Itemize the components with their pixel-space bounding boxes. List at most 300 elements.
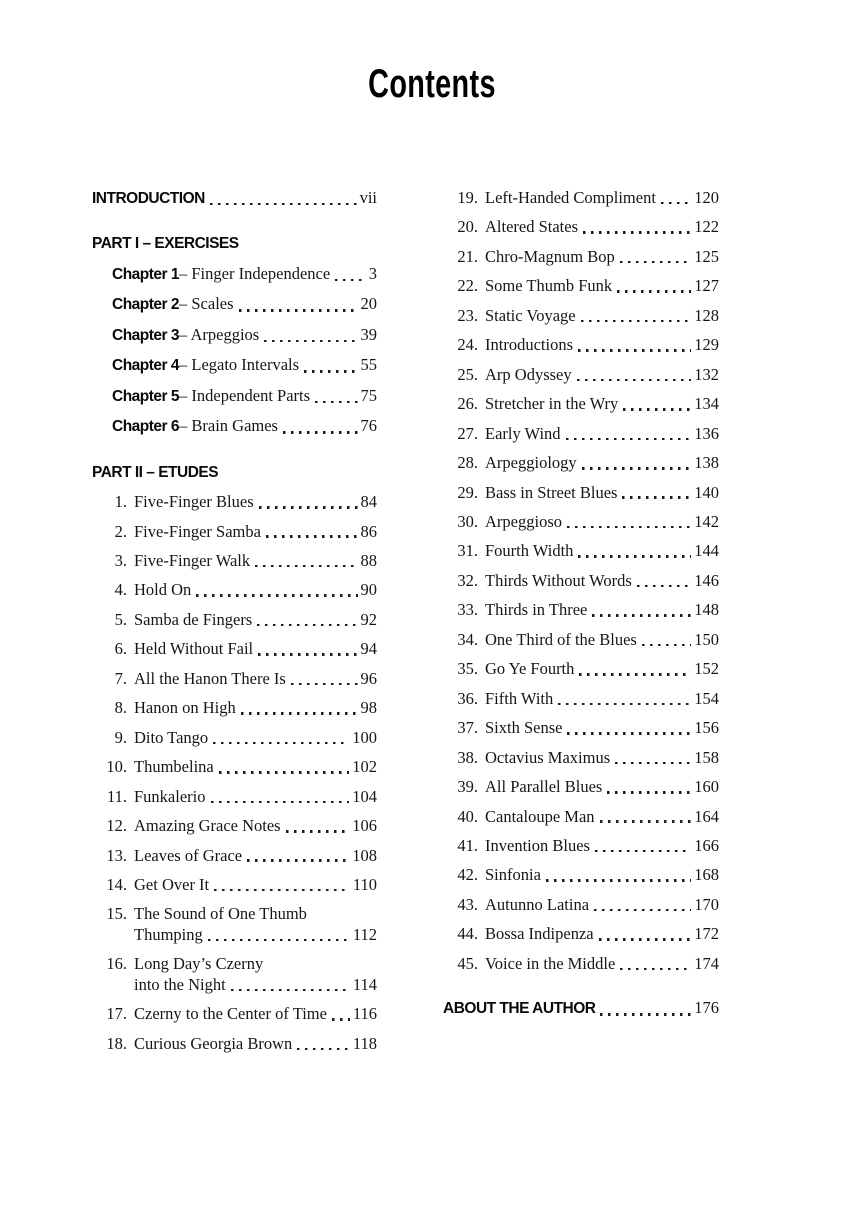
etude-page-number: 122 bbox=[694, 217, 719, 237]
etude-row bbox=[443, 865, 719, 885]
etude-number: 31. bbox=[457, 541, 478, 561]
chapter-page-number: 3 bbox=[368, 263, 377, 283]
etude-page-number: 118 bbox=[352, 1033, 377, 1053]
dot-leader bbox=[239, 309, 358, 312]
etude-row bbox=[443, 689, 719, 709]
etude-number: 42. bbox=[457, 865, 478, 885]
etude-number: 10. bbox=[106, 757, 127, 777]
dot-leader bbox=[620, 968, 691, 971]
etude-title: Samba de Fingers bbox=[134, 609, 253, 629]
toc-left-column bbox=[92, 188, 377, 1063]
etude-page-number: 128 bbox=[694, 305, 719, 325]
etude-number: 7. bbox=[114, 668, 127, 688]
dot-leader bbox=[315, 401, 357, 404]
etude-title: Curious Georgia Brown bbox=[134, 1033, 293, 1053]
etude-entry bbox=[443, 453, 719, 473]
etude-page-number: 92 bbox=[360, 609, 377, 629]
chapter-row bbox=[92, 325, 377, 346]
dot-leader bbox=[600, 820, 692, 823]
dot-leader bbox=[257, 624, 357, 627]
dot-leader bbox=[255, 565, 357, 568]
etude-row bbox=[92, 639, 377, 659]
etude-title: Dito Tango bbox=[134, 727, 209, 747]
etude-number: 3. bbox=[114, 550, 127, 570]
etude-number: 19. bbox=[457, 188, 478, 207]
etude-entry bbox=[92, 904, 377, 945]
dot-leader bbox=[247, 859, 349, 862]
chapter-entry bbox=[92, 386, 377, 407]
etude-page-number: 86 bbox=[360, 521, 377, 541]
etude-number: 34. bbox=[457, 629, 478, 649]
etude-entry bbox=[443, 836, 719, 856]
etude-page-number: 96 bbox=[360, 668, 377, 688]
etude-number: 39. bbox=[457, 777, 478, 797]
etude-page-number: 158 bbox=[694, 747, 719, 767]
etude-row bbox=[443, 895, 719, 915]
chapter-entry bbox=[92, 355, 377, 376]
etude-row bbox=[92, 1034, 377, 1054]
etude-row bbox=[92, 787, 377, 807]
etude-row bbox=[92, 816, 377, 836]
dot-leader bbox=[332, 1018, 350, 1021]
etude-title: Stretcher in the Wry bbox=[485, 394, 619, 414]
etude-row bbox=[92, 846, 377, 866]
dot-leader bbox=[546, 879, 691, 882]
dot-leader bbox=[558, 703, 691, 706]
etude-number: 35. bbox=[457, 659, 478, 679]
dot-leader bbox=[599, 938, 692, 941]
dot-leader bbox=[578, 349, 691, 352]
about-author-row bbox=[443, 998, 719, 1019]
chapter-entry bbox=[92, 416, 377, 437]
dot-leader bbox=[623, 408, 691, 411]
etude-title: Funkalerio bbox=[134, 786, 206, 806]
etude-number: 16. bbox=[106, 954, 127, 974]
etude-title: All Parallel Blues bbox=[485, 777, 603, 797]
etude-entry bbox=[443, 777, 719, 797]
etude-number: 41. bbox=[457, 835, 478, 855]
dot-leader bbox=[579, 673, 691, 676]
chapter-row bbox=[92, 386, 377, 407]
etude-page-number: 132 bbox=[694, 364, 719, 384]
dot-leader bbox=[582, 467, 692, 470]
etude-page-number: 148 bbox=[694, 600, 719, 620]
etude-row-continuation bbox=[92, 975, 377, 995]
etude-title: Get Over It bbox=[134, 874, 210, 894]
etude-row bbox=[443, 600, 719, 620]
etude-number: 37. bbox=[457, 718, 478, 738]
chapter-title: – Arpeggios bbox=[179, 324, 260, 344]
etude-page-number: 160 bbox=[694, 777, 719, 797]
chapter-label: Chapter 2 bbox=[112, 296, 179, 314]
chapter-title: – Finger Independence bbox=[179, 263, 331, 283]
etude-page-number: 150 bbox=[694, 629, 719, 649]
dot-leader bbox=[577, 379, 692, 382]
etude-entry bbox=[443, 571, 719, 591]
etude-row bbox=[443, 718, 719, 738]
dot-leader bbox=[214, 889, 350, 892]
etude-row bbox=[443, 483, 719, 503]
dot-leader bbox=[291, 683, 358, 686]
etude-entry bbox=[92, 639, 377, 659]
etude-entry bbox=[443, 689, 719, 709]
etude-entry bbox=[443, 335, 719, 355]
chapter-list bbox=[92, 264, 377, 447]
etude-page-number: 129 bbox=[694, 335, 719, 355]
chapter-page-number: 20 bbox=[360, 294, 377, 314]
etude-row bbox=[443, 247, 719, 267]
etude-number: 36. bbox=[457, 688, 478, 708]
etude-number: 9. bbox=[114, 727, 127, 747]
etude-title: Introductions bbox=[485, 335, 573, 355]
etude-page-number: 164 bbox=[694, 806, 719, 826]
etude-entry bbox=[443, 748, 719, 768]
etude-title: Left-Handed Compliment bbox=[485, 188, 656, 207]
etude-entry bbox=[92, 757, 377, 777]
etude-entry bbox=[92, 551, 377, 571]
etude-title: Held Without Fail bbox=[134, 639, 254, 659]
etude-number: 18. bbox=[106, 1033, 127, 1053]
dot-leader bbox=[210, 203, 357, 206]
etude-entry bbox=[443, 630, 719, 650]
dot-leader bbox=[304, 370, 357, 373]
etude-row bbox=[443, 276, 719, 296]
etude-page-number: 84 bbox=[360, 492, 377, 512]
dot-leader bbox=[620, 261, 692, 264]
etude-page-number: 104 bbox=[352, 786, 377, 806]
etude-entry bbox=[443, 718, 719, 738]
chapter-label: Chapter 3 bbox=[112, 326, 179, 344]
etude-title: Five-Finger Walk bbox=[134, 550, 251, 570]
chapter-row bbox=[92, 416, 377, 437]
etude-page-number: 136 bbox=[694, 423, 719, 443]
etude-page-number: 134 bbox=[694, 394, 719, 414]
etude-page-number: 154 bbox=[694, 688, 719, 708]
dot-leader bbox=[594, 909, 691, 912]
etude-number: 23. bbox=[457, 305, 478, 325]
etude-entry bbox=[92, 1034, 377, 1054]
dot-leader bbox=[581, 320, 692, 323]
etude-title: Voice in the Middle bbox=[485, 953, 616, 973]
dot-leader bbox=[578, 555, 691, 558]
etude-title: Leaves of Grace bbox=[134, 845, 243, 865]
etude-number: 44. bbox=[457, 924, 478, 944]
etude-title: Bass in Street Blues bbox=[485, 482, 618, 502]
etude-number: 1. bbox=[114, 492, 127, 512]
etude-number: 25. bbox=[457, 364, 478, 384]
etude-title: Cantaloupe Man bbox=[485, 806, 595, 826]
etude-entry bbox=[92, 816, 377, 836]
etude-page-number: 102 bbox=[352, 757, 377, 777]
etude-number: 24. bbox=[457, 335, 478, 355]
etude-entry bbox=[443, 924, 719, 944]
etude-entry bbox=[443, 954, 719, 974]
etude-row bbox=[443, 217, 719, 237]
etude-entry bbox=[443, 424, 719, 444]
etude-row bbox=[92, 1004, 377, 1024]
chapter-row bbox=[92, 355, 377, 376]
etude-title: Thirds in Three bbox=[485, 600, 588, 620]
etude-page-number: 138 bbox=[694, 453, 719, 473]
etude-number: 2. bbox=[114, 521, 127, 541]
etude-page-number: 140 bbox=[694, 482, 719, 502]
etude-title: Thumbelina bbox=[134, 757, 214, 777]
etude-row bbox=[443, 777, 719, 797]
etude-row bbox=[92, 757, 377, 777]
etude-title: Sinfonia bbox=[485, 865, 541, 885]
etude-number: 5. bbox=[114, 609, 127, 629]
etude-row bbox=[92, 551, 377, 571]
dot-leader bbox=[637, 585, 691, 588]
etude-title: Go Ye Fourth bbox=[485, 659, 575, 679]
etude-title: Hold On bbox=[134, 580, 192, 600]
etude-entry bbox=[92, 728, 377, 748]
etude-row bbox=[443, 424, 719, 444]
etude-entry bbox=[443, 188, 719, 208]
dot-leader bbox=[642, 644, 691, 647]
dot-leader bbox=[615, 762, 691, 765]
dot-leader bbox=[600, 1013, 691, 1016]
etude-number: 30. bbox=[457, 511, 478, 531]
dot-leader bbox=[266, 535, 358, 538]
etude-number: 8. bbox=[114, 698, 127, 718]
etude-title: Arpeggioso bbox=[485, 511, 562, 531]
dot-leader bbox=[617, 290, 691, 293]
etude-title: Some Thumb Funk bbox=[485, 276, 613, 296]
etude-title: Octavius Maximus bbox=[485, 747, 611, 767]
etude-title: Static Voyage bbox=[485, 305, 576, 325]
dot-leader bbox=[196, 594, 357, 597]
page-title: Contents bbox=[368, 62, 496, 106]
etude-page-number: 174 bbox=[694, 953, 719, 973]
etude-title: Amazing Grace Notes bbox=[134, 816, 281, 836]
etude-page-number: 114 bbox=[352, 974, 377, 994]
etude-page-number: 98 bbox=[360, 698, 377, 718]
etude-page-number: 110 bbox=[352, 874, 377, 894]
etude-page-number: 127 bbox=[694, 276, 719, 296]
dot-leader bbox=[241, 712, 358, 715]
etude-list-left bbox=[92, 492, 377, 1063]
etude-row bbox=[92, 698, 377, 718]
etude-number: 20. bbox=[457, 217, 478, 237]
etude-title: Arpeggiology bbox=[485, 453, 577, 473]
etude-entry bbox=[92, 846, 377, 866]
etude-entry bbox=[443, 483, 719, 503]
chapter-entry bbox=[92, 325, 377, 346]
dot-leader bbox=[211, 801, 350, 804]
etude-title: Altered States bbox=[485, 217, 579, 237]
etude-row bbox=[92, 610, 377, 630]
dot-leader bbox=[208, 939, 350, 942]
etude-number: 6. bbox=[114, 639, 127, 659]
etude-number: 27. bbox=[457, 423, 478, 443]
etude-title: Fourth Width bbox=[485, 541, 574, 561]
etude-page-number: 108 bbox=[352, 845, 377, 865]
introduction-page-number: vii bbox=[359, 188, 377, 207]
etude-number: 32. bbox=[457, 570, 478, 590]
about-author-entry bbox=[443, 998, 719, 1019]
etude-number: 11. bbox=[106, 786, 127, 806]
etude-page-number: 90 bbox=[360, 580, 377, 600]
contents-page bbox=[0, 64, 864, 1063]
etude-number: 4. bbox=[114, 580, 127, 600]
etude-number: 45. bbox=[457, 953, 478, 973]
etude-entry bbox=[443, 512, 719, 532]
etude-row bbox=[443, 571, 719, 591]
dot-leader bbox=[213, 742, 349, 745]
etude-entry bbox=[92, 954, 377, 995]
etude-title: The Sound of One Thumb bbox=[134, 904, 307, 924]
etude-entry bbox=[443, 895, 719, 915]
etude-entry bbox=[92, 787, 377, 807]
about-author-page-number: 176 bbox=[694, 998, 719, 1018]
chapter-title: – Independent Parts bbox=[179, 385, 311, 405]
dot-leader bbox=[283, 431, 358, 434]
etude-page-number: 112 bbox=[352, 924, 377, 944]
etude-row bbox=[443, 541, 719, 561]
etude-page-number: 156 bbox=[694, 718, 719, 738]
dot-leader bbox=[583, 231, 691, 234]
etude-entry bbox=[92, 669, 377, 689]
etude-title-line2: into the Night bbox=[134, 974, 226, 994]
etude-number: 15. bbox=[106, 904, 127, 924]
etude-entry bbox=[443, 659, 719, 679]
dot-leader bbox=[259, 506, 358, 509]
etude-row bbox=[443, 954, 719, 974]
etude-row bbox=[92, 522, 377, 542]
part2-heading: PART II – ETUDES bbox=[92, 463, 219, 481]
etude-number: 28. bbox=[457, 453, 478, 473]
etude-number: 14. bbox=[106, 874, 127, 894]
etude-number: 22. bbox=[457, 276, 478, 296]
etude-title: Chro-Magnum Bop bbox=[485, 246, 615, 266]
etude-page-number: 120 bbox=[694, 188, 719, 207]
chapter-page-number: 75 bbox=[360, 385, 377, 405]
etude-title: Early Wind bbox=[485, 423, 561, 443]
etude-entry bbox=[443, 365, 719, 385]
chapter-page-number: 55 bbox=[360, 355, 377, 375]
etude-title: Czerny to the Center of Time bbox=[134, 1004, 327, 1024]
etude-title: Long Day’s Czerny bbox=[134, 954, 264, 974]
dot-leader bbox=[219, 771, 350, 774]
etude-title: Arp Odyssey bbox=[485, 364, 572, 384]
dot-leader bbox=[297, 1048, 350, 1051]
chapter-row bbox=[92, 294, 377, 315]
etude-page-number: 172 bbox=[694, 924, 719, 944]
etude-row bbox=[443, 365, 719, 385]
etude-title: Hanon on High bbox=[134, 698, 236, 718]
etude-row bbox=[443, 836, 719, 856]
etude-row bbox=[443, 807, 719, 827]
etude-entry bbox=[92, 580, 377, 600]
dot-leader bbox=[592, 614, 691, 617]
dot-leader bbox=[258, 653, 357, 656]
etude-entry bbox=[443, 541, 719, 561]
dot-leader bbox=[286, 830, 350, 833]
chapter-title: – Scales bbox=[179, 294, 234, 314]
chapter-label: Chapter 5 bbox=[112, 387, 179, 405]
dot-leader bbox=[567, 526, 691, 529]
etude-row bbox=[92, 669, 377, 689]
etude-row bbox=[92, 728, 377, 748]
etude-page-number: 125 bbox=[694, 246, 719, 266]
etude-page-number: 170 bbox=[694, 894, 719, 914]
etude-entry bbox=[443, 306, 719, 326]
etude-title: Thirds Without Words bbox=[485, 570, 632, 590]
dot-leader bbox=[335, 279, 366, 282]
etude-number: 40. bbox=[457, 806, 478, 826]
etude-list-right bbox=[443, 188, 719, 983]
etude-entry bbox=[443, 865, 719, 885]
dot-leader bbox=[264, 340, 357, 343]
chapter-entry bbox=[92, 264, 377, 285]
etude-title: Five-Finger Blues bbox=[134, 492, 254, 512]
etude-entry bbox=[443, 247, 719, 267]
etude-row bbox=[92, 904, 377, 924]
etude-title: All the Hanon There Is bbox=[134, 668, 286, 688]
etude-title: Five-Finger Samba bbox=[134, 521, 261, 541]
dot-leader bbox=[595, 850, 691, 853]
etude-number: 26. bbox=[457, 394, 478, 414]
etude-row bbox=[443, 335, 719, 355]
about-author-label: ABOUT THE AUTHOR bbox=[443, 1000, 596, 1018]
etude-page-number: 168 bbox=[694, 865, 719, 885]
etude-number: 21. bbox=[457, 246, 478, 266]
etude-number: 43. bbox=[457, 894, 478, 914]
chapter-label: Chapter 1 bbox=[112, 265, 179, 283]
dot-leader bbox=[231, 989, 350, 992]
etude-row bbox=[443, 306, 719, 326]
etude-entry bbox=[92, 1004, 377, 1024]
etude-page-number: 146 bbox=[694, 570, 719, 590]
etude-row bbox=[443, 453, 719, 473]
etude-entry bbox=[92, 522, 377, 542]
chapter-row bbox=[92, 264, 377, 285]
etude-page-number: 100 bbox=[352, 727, 377, 747]
dot-leader bbox=[661, 202, 691, 205]
etude-page-number: 142 bbox=[694, 511, 719, 531]
etude-title: One Third of the Blues bbox=[485, 629, 637, 649]
toc-right-column bbox=[443, 188, 719, 1063]
etude-row bbox=[92, 875, 377, 895]
chapter-label: Chapter 6 bbox=[112, 418, 179, 436]
etude-entry bbox=[443, 394, 719, 414]
etude-number: 33. bbox=[457, 600, 478, 620]
etude-row bbox=[92, 492, 377, 512]
etude-row bbox=[92, 954, 377, 974]
etude-page-number: 106 bbox=[352, 816, 377, 836]
dot-leader bbox=[567, 732, 691, 735]
chapter-page-number: 39 bbox=[360, 324, 377, 344]
etude-entry bbox=[443, 600, 719, 620]
etude-number: 17. bbox=[106, 1004, 127, 1024]
etude-entry bbox=[92, 492, 377, 512]
etude-entry bbox=[443, 807, 719, 827]
etude-entry bbox=[92, 698, 377, 718]
etude-page-number: 152 bbox=[694, 659, 719, 679]
etude-title-line2: Thumping bbox=[134, 924, 203, 944]
dot-leader bbox=[566, 438, 692, 441]
toc-columns bbox=[0, 188, 864, 1063]
etude-number: 12. bbox=[106, 816, 127, 836]
etude-row bbox=[443, 188, 719, 208]
etude-number: 29. bbox=[457, 482, 478, 502]
etude-row-continuation bbox=[92, 925, 377, 945]
etude-title: Autunno Latina bbox=[485, 894, 590, 914]
etude-number: 38. bbox=[457, 747, 478, 767]
etude-row bbox=[443, 394, 719, 414]
etude-row bbox=[443, 512, 719, 532]
